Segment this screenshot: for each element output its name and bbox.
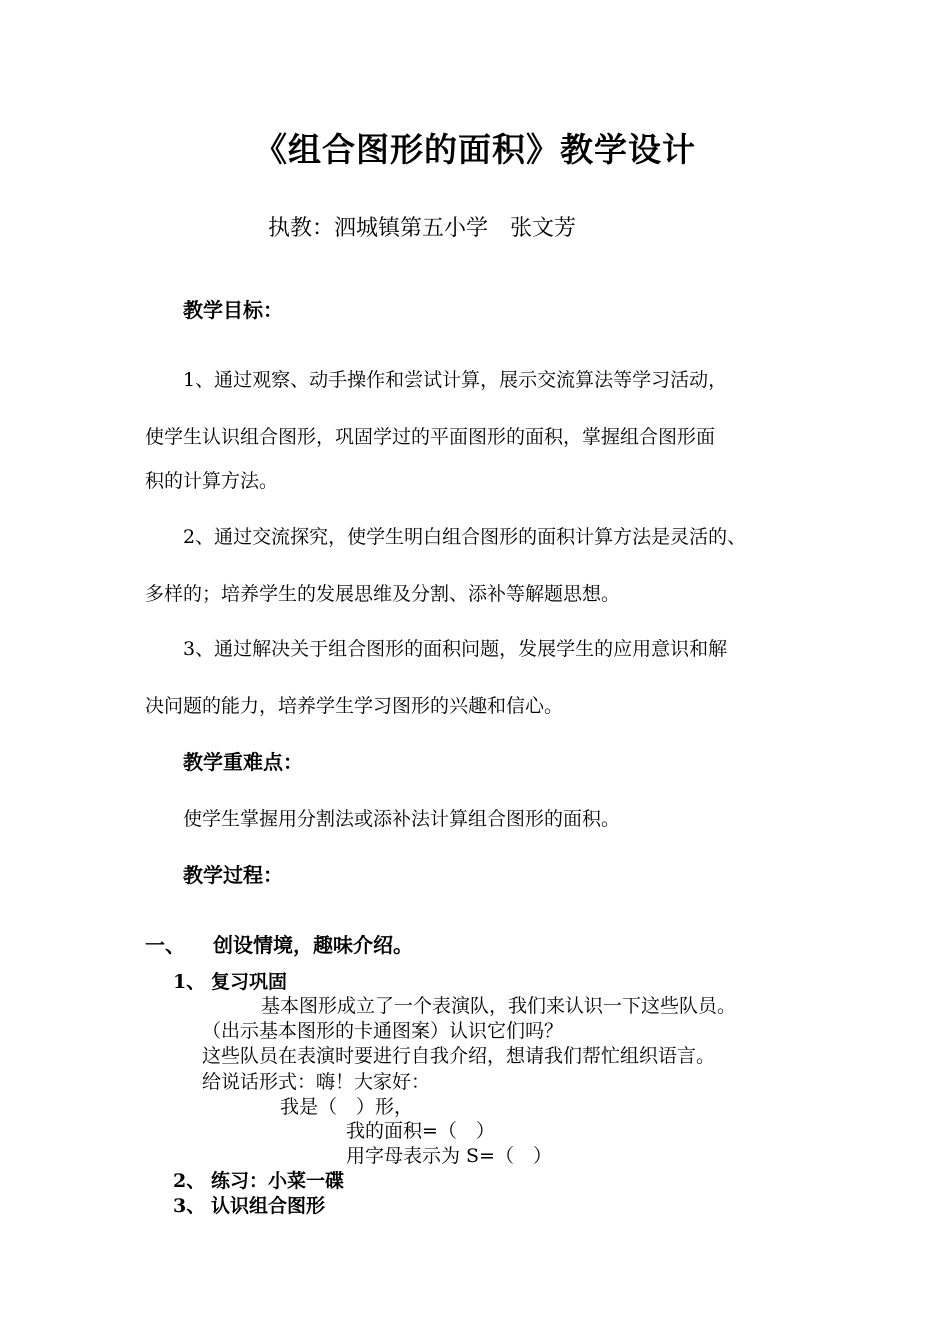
subsection-1-line-7: 用字母表示为 S=（ ） xyxy=(346,1145,552,1167)
objective-2-line-1: 2、通过交流探究，使学生明白组合图形的面积计算方法是灵活的、 xyxy=(183,526,747,548)
objective-1-line-3: 积的计算方法。 xyxy=(145,470,279,492)
subsection-2-number: 2、 xyxy=(173,1170,206,1192)
section-1-title: 创设情境，趣味介绍。 xyxy=(213,933,413,957)
page-title: 《组合图形的面积》教学设计 xyxy=(254,130,696,169)
subsection-1-line-2: （出示基本图形的卡通图案）认识它们吗？ xyxy=(202,1020,564,1042)
subsection-1-line-4: 给说话形式：嗨！大家好： xyxy=(202,1071,431,1093)
author-line: 执教：泗城镇第五小学 张文芳 xyxy=(268,216,577,241)
subsection-3-title: 认识组合图形 xyxy=(211,1195,326,1217)
objective-1-line-1: 1、通过观察、动手操作和尝试计算，展示交流算法等学习活动， xyxy=(183,369,728,391)
objective-1-line-2: 使学生认识组合图形，巩固学过的平面图形的面积，掌握组合图形面 xyxy=(145,426,716,448)
subsection-1-line-5: 我是（ ）形， xyxy=(280,1096,414,1118)
key-points-text: 使学生掌握用分割法或添补法计算组合图形的面积。 xyxy=(183,808,621,830)
subsection-1-line-6: 我的面积=（ ） xyxy=(346,1120,495,1142)
subsection-3-number: 3、 xyxy=(173,1195,206,1217)
subsection-1-line-3: 这些队员在表演时要进行自我介绍，想请我们帮忙组织语言。 xyxy=(202,1045,716,1067)
objective-3-line-2: 决问题的能力，培养学生学习图形的兴趣和信心。 xyxy=(145,695,564,717)
subsection-1-line-1: 基本图形成立了一个表演队，我们来认识一下这些队员。 xyxy=(261,995,737,1017)
section-1-number: 一、 xyxy=(145,933,185,957)
objective-2-line-2: 多样的；培养学生的发展思维及分割、添补等解题思想。 xyxy=(145,583,621,605)
subsection-1-title: 复习巩固 xyxy=(211,971,288,993)
key-points-heading: 教学重难点： xyxy=(183,750,303,774)
objective-3-line-1: 3、通过解决关于组合图形的面积问题，发展学生的应用意识和解 xyxy=(183,638,728,660)
objectives-heading: 教学目标： xyxy=(183,298,283,322)
subsection-2-title: 练习：小菜一碟 xyxy=(211,1170,345,1192)
process-heading: 教学过程： xyxy=(183,863,283,887)
subsection-1-number: 1、 xyxy=(173,971,206,993)
